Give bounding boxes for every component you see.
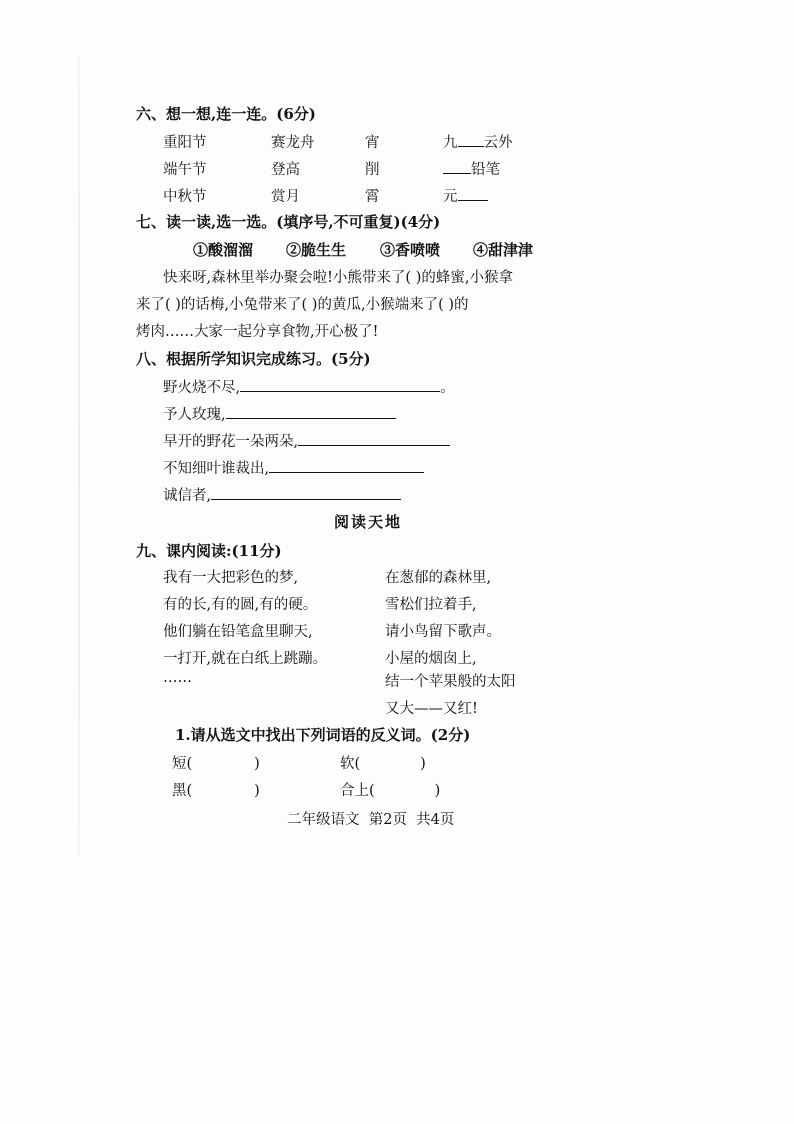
poem-right-1: 在葱郁的森林里,	[385, 570, 492, 586]
antonym-soft-word: 软	[340, 756, 355, 772]
section-7-title: 七、读一读,选一选。(填序号,不可重复)(4分)	[136, 213, 441, 231]
fill-1-end: 。	[440, 380, 455, 396]
antonym-close: 合上( )	[340, 783, 441, 799]
fill-line-5	[163, 484, 401, 505]
poem-left-4: 一打开,就在白纸上跳蹦。	[163, 651, 328, 667]
reading-heading: 阅读天地	[334, 513, 403, 531]
phrase-2-post: 铅笔	[471, 162, 500, 178]
fill-line-1	[163, 376, 455, 397]
activity-3: 赏月	[271, 189, 300, 205]
poem-right-4: 小屋的烟囱上,	[385, 651, 477, 667]
fill-line-2	[163, 403, 396, 424]
phrase-1-pre: 九	[443, 135, 458, 151]
fill-3-blank[interactable]	[298, 431, 450, 446]
section-9-title: 九、课内阅读:(11分)	[136, 542, 282, 560]
phrase-2-blank[interactable]	[443, 159, 471, 174]
antonym-short: 短( )	[172, 756, 260, 772]
passage-line-2: 来了( )的话梅,小兔带来了( )的黄瓜,小猴端来了( )的	[136, 297, 469, 313]
page-footer: 二年级语文 第2页 共4页	[287, 812, 455, 828]
passage-line-3: 烤肉……大家一起分享食物,开心极了!	[136, 324, 379, 340]
char-3: 霄	[365, 189, 380, 205]
fill-4-blank[interactable]	[269, 458, 424, 473]
fill-1-prompt: 野火烧不尽,	[163, 380, 241, 396]
question-1-title: 1.请从选文中找出下列词语的反义词。(2分)	[175, 726, 471, 744]
activity-1: 赛龙舟	[271, 135, 315, 151]
festival-1: 重阳节	[163, 135, 207, 151]
poem-right-3: 请小鸟留下歌声。	[385, 624, 501, 640]
fill-2-prompt: 予人玫瑰,	[163, 407, 226, 423]
poem-right-5: 结一个苹果般的太阳	[385, 674, 516, 690]
fill-line-4	[163, 457, 424, 478]
poem-left-3: 他们躺在铅笔盒里聊天,	[163, 624, 313, 640]
phrase-3-pre: 元	[443, 189, 458, 205]
antonym-soft: 软( )	[340, 756, 426, 772]
activity-2: 登高	[271, 162, 300, 178]
phrase-1-blank[interactable]	[458, 132, 484, 147]
fill-1-blank[interactable]	[240, 377, 440, 392]
festival-2: 端午节	[163, 162, 207, 178]
poem-right-6: 又大——又红!	[385, 701, 478, 717]
fill-line-3	[163, 430, 450, 451]
section-8-title: 八、根据所学知识完成练习。(5分)	[136, 350, 371, 368]
phrase-1-post: 云外	[483, 135, 513, 151]
antonym-black-word: 黑	[172, 783, 187, 799]
scan-edge-shadow	[78, 55, 80, 855]
fill-4-prompt: 不知细叶谁裁出,	[163, 461, 270, 477]
antonym-short-word: 短	[172, 756, 187, 772]
char-2: 削	[365, 162, 380, 178]
poem-right-2: 雪松们拉着手,	[385, 597, 477, 613]
phrase-1	[443, 131, 513, 152]
option-2: ②脆生生	[286, 241, 347, 259]
char-1: 宵	[365, 135, 380, 151]
antonym-close-word: 合上	[340, 783, 369, 799]
option-4: ④甜津津	[473, 241, 534, 259]
section-6-title: 六、想一想,连一连。(6分)	[136, 105, 316, 123]
festival-3: 中秋节	[163, 189, 207, 205]
phrase-3	[443, 185, 488, 206]
poem-left-5: ……	[163, 670, 192, 686]
passage-line-1: 快来呀,森林里举办聚会啦!小熊带来了( )的蜂蜜,小猴拿	[163, 270, 513, 286]
fill-5-blank[interactable]	[211, 485, 401, 500]
option-1: ①酸溜溜	[193, 241, 254, 259]
poem-left-1: 我有一大把彩色的梦,	[163, 570, 299, 586]
antonym-black: 黑( )	[172, 783, 260, 799]
option-3: ③香喷喷	[380, 241, 441, 259]
poem-left-2: 有的长,有的圆,有的硬。	[163, 597, 318, 613]
fill-5-prompt: 诚信者,	[163, 488, 212, 504]
phrase-3-blank[interactable]	[458, 186, 488, 201]
phrase-2	[443, 158, 500, 179]
fill-2-blank[interactable]	[226, 404, 396, 419]
fill-3-prompt: 早开的野花一朵两朵,	[163, 434, 299, 450]
